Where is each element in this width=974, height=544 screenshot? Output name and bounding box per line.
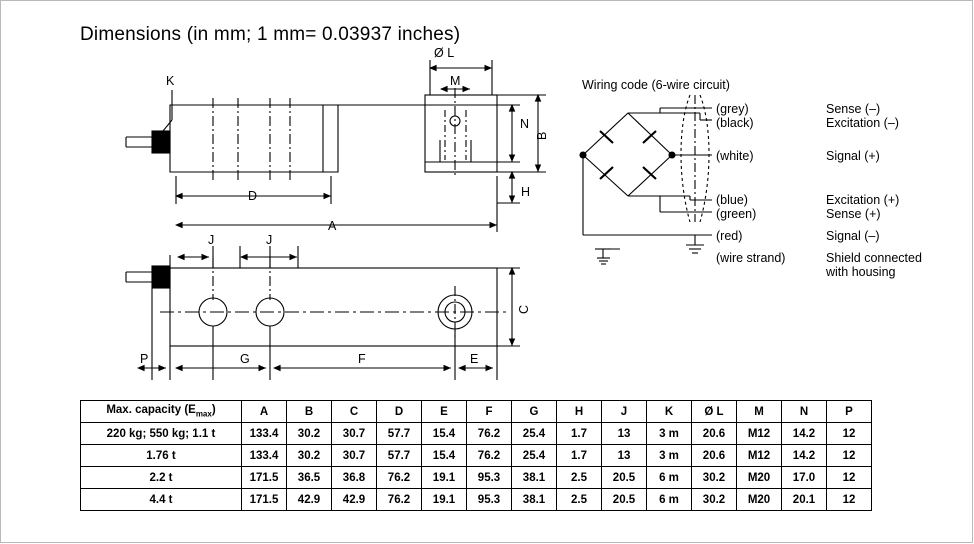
cell-K: 3 m <box>647 445 692 467</box>
cell-K: 6 m <box>647 489 692 511</box>
column-header-A: A <box>242 401 287 423</box>
cell-E: 19.1 <box>422 467 467 489</box>
cell-N: 20.1 <box>782 489 827 511</box>
wire-name-0: (grey) <box>716 102 749 116</box>
row-capacity: 4.4 t <box>81 489 242 511</box>
table-row <box>81 445 872 467</box>
cell-M: M12 <box>737 423 782 445</box>
label-A: A <box>328 219 337 233</box>
label-J1: J <box>208 233 215 247</box>
row-capacity: 1.76 t <box>81 445 242 467</box>
wire-name-1: (black) <box>716 116 754 130</box>
cell-F: 76.2 <box>467 423 512 445</box>
row-capacity: 2.2 t <box>81 467 242 489</box>
cell-P: 12 <box>827 445 872 467</box>
cell-N: 14.2 <box>782 423 827 445</box>
cell-J: 20.5 <box>602 489 647 511</box>
cell-E: 15.4 <box>422 445 467 467</box>
cell-A: 171.5 <box>242 467 287 489</box>
cell-B: 30.2 <box>287 423 332 445</box>
label-K: K <box>166 74 175 88</box>
label-B: B <box>535 131 549 140</box>
cell-G: 25.4 <box>512 445 557 467</box>
column-header-D: D <box>377 401 422 423</box>
column-header-M: M <box>737 401 782 423</box>
label-G: G <box>240 352 250 366</box>
cell-F: 95.3 <box>467 467 512 489</box>
row-capacity: 220 kg; 550 kg; 1.1 t <box>81 423 242 445</box>
wire-name-6: (wire strand) <box>716 251 786 265</box>
column-header-N: N <box>782 401 827 423</box>
column-header-E: E <box>422 401 467 423</box>
label-M: M <box>450 74 461 88</box>
wire-name-3: (blue) <box>716 193 748 207</box>
table-header-row <box>81 401 872 423</box>
label-P: P <box>140 352 149 366</box>
wire-function-2: Signal (+) <box>826 149 880 163</box>
column-header-P: P <box>827 401 872 423</box>
column-header-H: H <box>557 401 602 423</box>
cell-B: 42.9 <box>287 489 332 511</box>
cell-D: 57.7 <box>377 423 422 445</box>
label-E: E <box>470 352 479 366</box>
table-row <box>81 467 872 489</box>
table-row <box>81 423 872 445</box>
cell-J: 20.5 <box>602 467 647 489</box>
cell-P: 12 <box>827 467 872 489</box>
wire-function-5: Signal (–) <box>826 229 880 243</box>
column-header-G: G <box>512 401 557 423</box>
wire-function-3: Excitation (+) <box>826 193 900 207</box>
label-F: F <box>358 352 366 366</box>
cell-diameter-L: 30.2 <box>692 467 737 489</box>
column-header-B: B <box>287 401 332 423</box>
label-D: D <box>248 189 258 203</box>
cell-J: 13 <box>602 423 647 445</box>
cell-H: 2.5 <box>557 489 602 511</box>
cell-J: 13 <box>602 445 647 467</box>
column-header-F: F <box>467 401 512 423</box>
cell-A: 133.4 <box>242 445 287 467</box>
wire-function-1: Excitation (–) <box>826 116 899 130</box>
cell-K: 3 m <box>647 423 692 445</box>
label-J2: J <box>266 233 273 247</box>
column-header-J: J <box>602 401 647 423</box>
column-header-C: C <box>332 401 377 423</box>
column-header-diameter-L: Ø L <box>692 401 737 423</box>
cell-H: 1.7 <box>557 423 602 445</box>
cell-diameter-L: 20.6 <box>692 445 737 467</box>
cell-D: 76.2 <box>377 489 422 511</box>
cell-C: 30.7 <box>332 445 377 467</box>
page-title: Dimensions (in mm; 1 mm= 0.03937 inches) <box>80 24 461 45</box>
cell-M: M20 <box>737 489 782 511</box>
cell-N: 17.0 <box>782 467 827 489</box>
cell-A: 171.5 <box>242 489 287 511</box>
cell-B: 36.5 <box>287 467 332 489</box>
wire-function-6: Shield connected <box>826 251 922 265</box>
column-header-K: K <box>647 401 692 423</box>
wire-function-4: Sense (+) <box>826 207 881 221</box>
cell-F: 95.3 <box>467 489 512 511</box>
wire-function-0: Sense (–) <box>826 102 881 116</box>
cell-N: 14.2 <box>782 445 827 467</box>
cell-P: 12 <box>827 489 872 511</box>
label-H: H <box>521 185 531 199</box>
wire-function-7: with housing <box>826 265 896 279</box>
cell-C: 42.9 <box>332 489 377 511</box>
cell-P: 12 <box>827 423 872 445</box>
dimensions-table <box>80 400 872 511</box>
wire-name-5: (red) <box>716 229 743 243</box>
cell-C: 36.8 <box>332 467 377 489</box>
cell-M: M20 <box>737 467 782 489</box>
label-diameter-L: Ø L <box>434 46 455 60</box>
cell-F: 76.2 <box>467 445 512 467</box>
cell-H: 2.5 <box>557 467 602 489</box>
label-C: C <box>517 304 531 314</box>
label-N: N <box>520 117 530 131</box>
cell-C: 30.7 <box>332 423 377 445</box>
wiring-heading: Wiring code (6-wire circuit) <box>582 78 730 92</box>
cell-E: 19.1 <box>422 489 467 511</box>
cell-G: 25.4 <box>512 423 557 445</box>
cell-M: M12 <box>737 445 782 467</box>
cell-B: 30.2 <box>287 445 332 467</box>
cell-diameter-L: 30.2 <box>692 489 737 511</box>
cell-diameter-L: 20.6 <box>692 423 737 445</box>
wire-name-4: (green) <box>716 207 757 221</box>
wire-name-2: (white) <box>716 149 754 163</box>
cell-A: 133.4 <box>242 423 287 445</box>
column-header-capacity: Max. capacity $(E_{max})$ <box>81 401 242 423</box>
cell-G: 38.1 <box>512 467 557 489</box>
cell-K: 6 m <box>647 467 692 489</box>
cell-E: 15.4 <box>422 423 467 445</box>
cell-D: 76.2 <box>377 467 422 489</box>
cell-H: 1.7 <box>557 445 602 467</box>
cell-G: 38.1 <box>512 489 557 511</box>
cell-D: 57.7 <box>377 445 422 467</box>
table-row <box>81 489 872 511</box>
